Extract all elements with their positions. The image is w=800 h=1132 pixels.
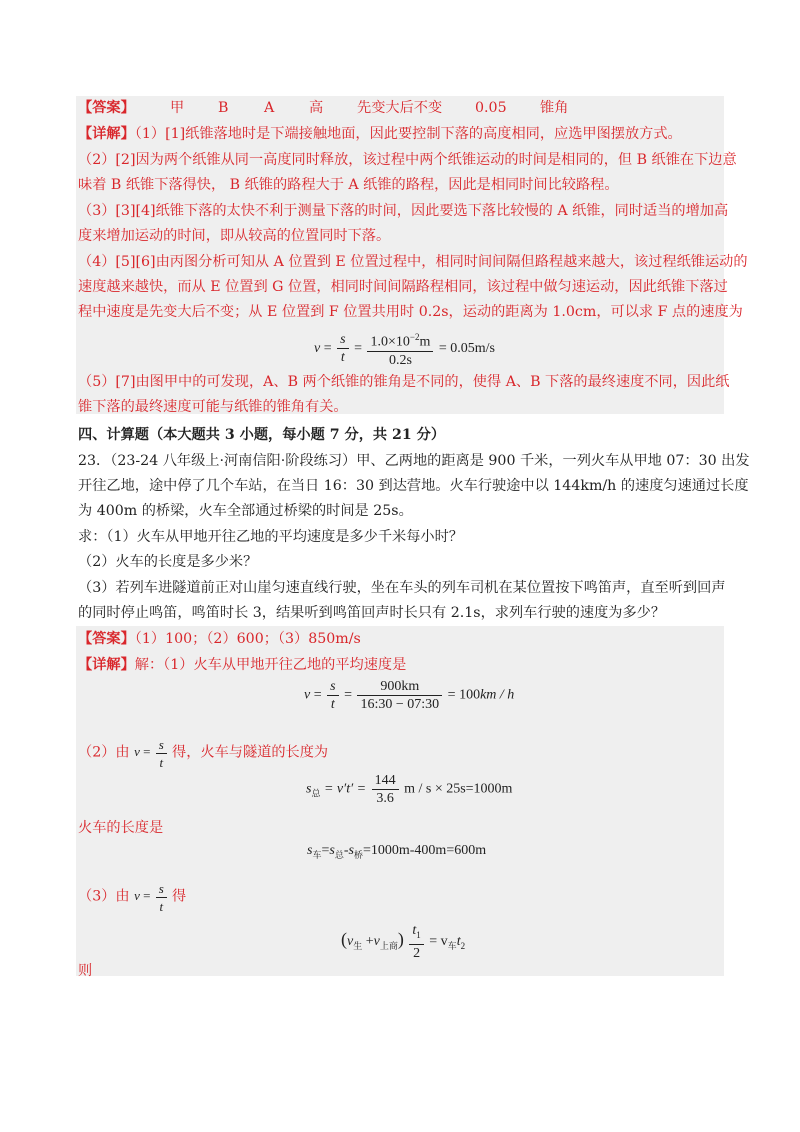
answer-2: B — [218, 100, 229, 116]
detail-line-2b: 味着 B 纸锥下落得快， B 纸锥的路程大于 A 纸锥的路程，因此是相同时间比较路程。 — [78, 177, 619, 193]
detail-line-5a: （5）[7]由图甲中的可发现，A、B 两个纸锥的锥角是不同的，使得 A、B 下落的最终速度不同，因此纸 — [78, 374, 730, 390]
answer-5: 先变大后不变 — [357, 100, 443, 116]
q23-detail-line-2: （2）由 v = $\frac{s}{t}$ 得，火车与隧道的长度为 — [78, 737, 329, 770]
question-23-line-4: 求：（1）火车从甲地开往乙地的平均速度是多少千米每小时？ — [78, 529, 463, 545]
detail-line-4a: （4）[5][6]由丙图分析可知从 A 位置到 E 位置过程中，相同时间间隔但路程越来越大，该过程纸锥运动的 — [78, 254, 748, 270]
answer-1: 甲 — [170, 100, 185, 116]
detail-line-5b: 锥下落的最终速度可能与纸锥的锥角有关。 — [78, 399, 348, 415]
detail-line-4c: 程中速度是先变大后不变；从 E 位置到 F 位置共用时 0.2s，运动的距离为 1.0cm，可以求 F 点的速度为 — [78, 304, 743, 320]
formula-train-length: $s_车=s_总-s_桥=1000m-400m=600m$ — [307, 843, 487, 860]
answer-tag: 【答案】 — [78, 100, 135, 116]
answer-7: 锥角 — [540, 100, 569, 116]
question-23-line-2: 开往乙地，途中停了几个车站，在当日 16：30 到达营地。火车行驶途中以 144km/h 的速度匀速通过长度 — [78, 478, 749, 494]
question-23-line-5: （2）火车的长度是多少米？ — [78, 554, 258, 570]
answer-line-q22 — [78, 98, 724, 118]
question-23-line-6: （3）若列车进隧道前正对山崖匀速直线行驶，坐在车头的列车司机在某位置按下鸣笛声，直至听到回声 — [78, 580, 726, 596]
q23-detail-line-2b: 火车的长度是 — [78, 820, 164, 836]
question-23-line-1: 23．（23-24 八年级上·河南信阳·阶段练习）甲、乙两地的距离是 900 千米，一列火车从甲地 07：30 出发 — [78, 453, 750, 469]
section-title: 四、计算题（本大题共 3 小题，每小题 7 分，共 21 分） — [78, 427, 446, 443]
detail-line-1: 【详解】（1）[1]纸锥落地时是下端接触地面，因此要控制下落的高度相同，应选甲图摆放方式。 — [78, 126, 682, 142]
detail-line-3a: （3）[3][4]纸锥下落的太快不利于测量下落的时间，因此要选下落比较慢的 A 纸锥，同时适当的增加高 — [78, 203, 729, 219]
formula-total-length: $s_总 = v't'$ = $\frac{144}{3.6}$ m / s × 25s=1000m — [306, 773, 513, 806]
detail-line-4b: 速度越来越快，而从 E 位置到 G 位置，相同时间间隔路程相同，该过程中做匀速运动，因此纸锥下落过 — [78, 279, 728, 295]
detail-line-3b: 度来增加运动的时间，即从较高的位置同时下落。 — [78, 228, 391, 244]
q23-detail-line-3b: 则 — [78, 963, 93, 979]
question-23-line-3: 为 400m 的桥梁，火车全部通过桥梁的时间是 25s。 — [78, 503, 413, 519]
formula-echo: $(v_生 +v_{上商})$ $\frac{t_1}{2}$ = $v_车t_2$ — [341, 923, 466, 961]
answer-line-q23: 【答案】（1）100；（2）600；（3）850m/s — [78, 631, 361, 647]
detail-tag: 【详解】 — [78, 126, 135, 142]
formula-velocity-f: v = $\frac{s}{t}$ = $\frac{1.0\times 10^{-2}m}{0.2s}$ = 0.05m/s — [314, 329, 495, 369]
q23-detail-line-1: 【详解】解：（1）火车从甲地开往乙地的平均速度是 — [78, 657, 407, 673]
detail-line-2a: （2）[2]因为两个纸锥从同一高度同时释放，该过程中两个纸锥运动的时间是相同的，但 B 纸锥在下边意 — [78, 152, 737, 168]
q23-detail-line-3: （3）由 v = $\frac{s}{t}$ 得 — [78, 881, 187, 914]
answer-6: 0.05 — [475, 100, 507, 116]
answer-4: 高 — [309, 100, 324, 116]
formula-average-speed: v = $\frac{s}{t}$ = $\frac{900km}{16:30 - 07:30}$ = 100km / h — [304, 679, 515, 712]
question-23-line-7: 的同时停止鸣笛，鸣笛时长 3，结果听到鸣笛回声时长只有 2.1s，求列车行驶的速度为多少？ — [78, 605, 666, 621]
answer-3: A — [264, 100, 275, 116]
